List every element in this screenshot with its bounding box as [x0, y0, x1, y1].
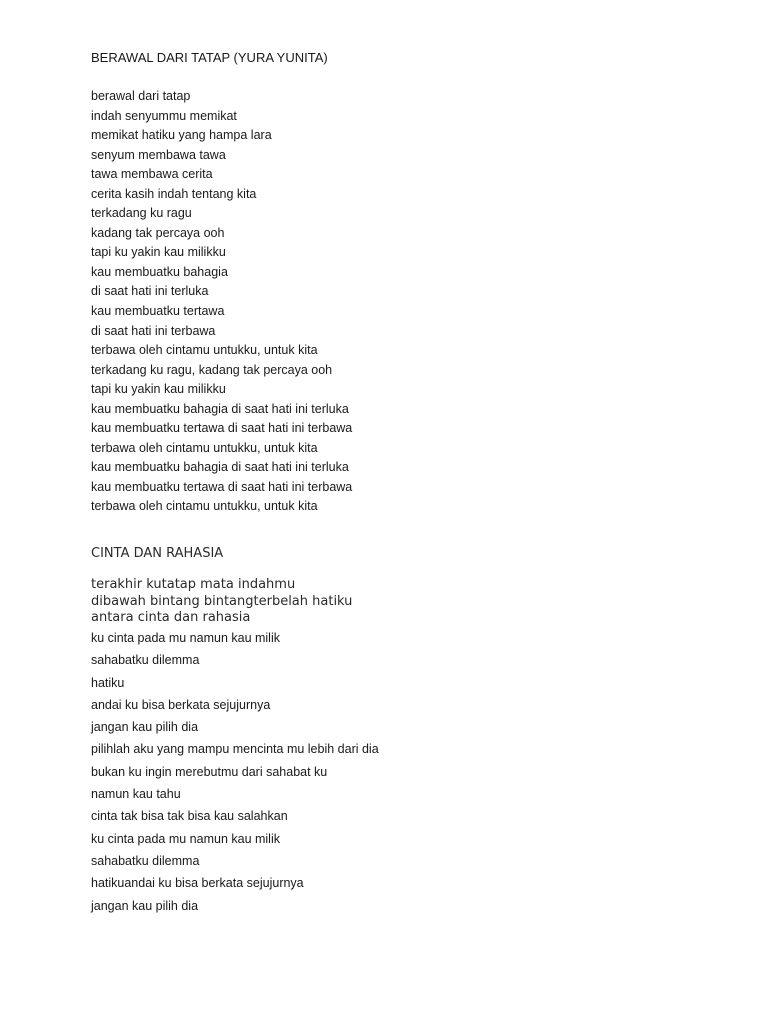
lyric-line: kadang tak percaya ooh [91, 225, 225, 240]
lyric-line: jangan kau pilih dia [91, 898, 199, 913]
lyric-line: terbawa oleh cintamu untukku, untuk kita [91, 440, 318, 455]
lyric-line: cinta tak bisa tak bisa kau salahkan [91, 809, 288, 824]
lyric-line: sahabatku dilemma [91, 653, 200, 668]
lyric-line: hatiku [91, 675, 125, 690]
song-lyrics [91, 87, 352, 517]
song-intro-lyrics [91, 577, 352, 627]
lyric-line: jangan kau pilih dia [91, 720, 199, 735]
lyric-line: di saat hati ini terluka [91, 284, 209, 299]
lyric-line: terbawa oleh cintamu untukku, untuk kita [91, 343, 318, 358]
lyric-line: ku cinta pada mu namun kau milik [91, 831, 280, 846]
lyric-line: kau membuatku tertawa di saat hati ini terbawa [91, 479, 353, 494]
lyric-line: kau membuatku bahagia [91, 264, 228, 279]
lyric-line: senyum membawa tawa [91, 147, 226, 162]
lyric-line: ku cinta pada mu namun kau milik [91, 631, 280, 645]
song-lyrics [91, 627, 379, 917]
lyric-line: terkadang ku ragu, kadang tak percaya ooh [91, 362, 333, 377]
lyric-line: indah senyummu memikat [91, 108, 237, 123]
song-title: CINTA DAN RAHASIA [91, 546, 224, 561]
lyric-line: memikat hatiku yang hampa lara [91, 128, 272, 143]
lyric-line: bukan ku ingin merebutmu dari sahabat ku [91, 764, 328, 779]
lyric-line: terkadang ku ragu [91, 206, 192, 221]
lyric-line: tapi ku yakin kau milikku [91, 245, 226, 260]
lyric-line: kau membuatku bahagia di saat hati ini terluka [91, 401, 349, 416]
lyric-line: terakhir kutatap mata indahmu [91, 577, 296, 592]
lyric-line: sahabatku dilemma [91, 853, 200, 868]
lyric-line: kau membuatku tertawa di saat hati ini terbawa [91, 421, 353, 436]
lyric-line: kau membuatku tertawa [91, 304, 225, 319]
lyric-line: kau membuatku bahagia di saat hati ini terluka [91, 460, 349, 475]
lyric-line: andai ku bisa berkata sejujurnya [91, 697, 271, 712]
song-title: BERAWAL DARI TATAP (YURA YUNITA) [91, 50, 328, 65]
lyric-line: terbawa oleh cintamu untukku, untuk kita [91, 499, 318, 514]
lyric-line: namun kau tahu [91, 787, 181, 802]
lyric-line: cerita kasih indah tentang kita [91, 186, 257, 201]
lyric-line: antara cinta dan rahasia [91, 610, 251, 625]
lyric-line: dibawah bintang bintangterbelah hatiku [91, 593, 353, 609]
lyric-line: di saat hati ini terbawa [91, 323, 216, 338]
lyric-line: berawal dari tatap [91, 89, 191, 103]
lyric-line: tapi ku yakin kau milikku [91, 382, 226, 397]
lyric-line: tawa membawa cerita [91, 167, 213, 182]
lyric-line: pilihlah aku yang mampu mencinta mu lebih dari dia [91, 742, 379, 757]
lyric-line: hatikuandai ku bisa berkata sejujurnya [91, 876, 304, 891]
